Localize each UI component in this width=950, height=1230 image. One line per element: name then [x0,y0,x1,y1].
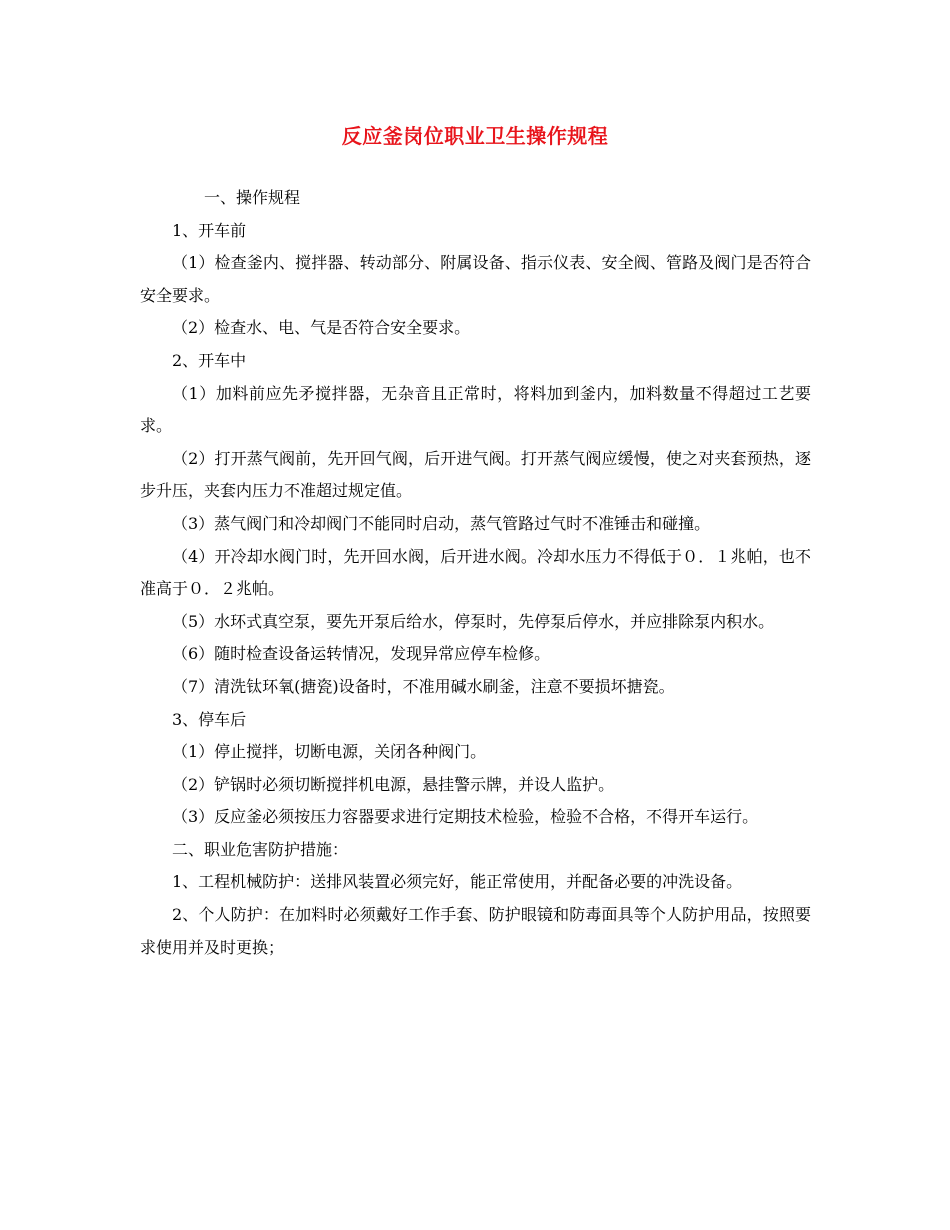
running-item-2: （2）打开蒸气阀前，先开回气阀，后开进气阀。打开蒸气阀应缓慢，使之对夹套预热，逐步升压，夹套内压力不准超过规定值。 [140,448,811,501]
section-1-heading: 一、操作规程 [204,188,301,207]
running-item-4: （4）开冷却水阀门时，先开回水阀，后开进水阀。冷却水压力不得低于０．１兆帕，也不准高于０．２兆帕。 [140,546,811,599]
running-item-6: （6）随时检查设备运转情况，发现异常应停车检修。 [172,644,551,664]
protection-item-2: 2、个人防护：在加料时必须戴好工作手套、防护眼镜和防毒面具等个人防护用品，按照要求使用并及时更换； [140,905,811,957]
before-start-item-1: （1）检查釜内、搅拌器、转动部分、附属设备、指示仪表、安全阀、管路及阀门是否符合安全要求。 [140,253,811,305]
running-item-1: （1）加料前应先矛搅拌器，无杂音且正常时，将料加到釜内，加料数量不得超过工艺要求。 [140,383,811,436]
subsection-3-heading: 3、停车后 [172,709,247,729]
subsection-1-heading: 1、开车前 [172,220,247,240]
before-start-item-2: （2）检查水、电、气是否符合安全要求。 [172,318,471,338]
document-body [140,182,811,964]
after-stop-item-3: （3）反应釜必须按压力容器要求进行定期技术检验，检验不合格，不得开车运行。 [172,807,759,827]
running-item-5: （5）水环式真空泵，要先开泵后给水，停泵时，先停泵后停水，并应排除泵内积水。 [172,611,775,631]
section-2-heading: 二、职业危害防护措施： [172,839,349,859]
protection-item-1: 1、工程机械防护：送排风装置必须完好，能正常使用，并配备必要的冲洗设备。 [172,872,743,892]
after-stop-item-1: （1）停止搅拌，切断电源，关闭各种阀门。 [172,742,487,762]
after-stop-item-2: （2）铲锅时必须切断搅拌机电源，悬挂警示牌，并设人监护。 [172,774,615,794]
running-item-7: （7）清洗钛环氧(搪瓷)设备时，不准用碱水刷釜，注意不要损坏搪瓷。 [172,676,675,696]
document-title: 反应釜岗位职业卫生操作规程 [341,124,609,148]
running-item-3: （3）蒸气阀门和冷却阀门不能同时启动，蒸气管路过气时不准锤击和碰撞。 [172,513,711,533]
subsection-2-heading: 2、开车中 [172,350,247,370]
